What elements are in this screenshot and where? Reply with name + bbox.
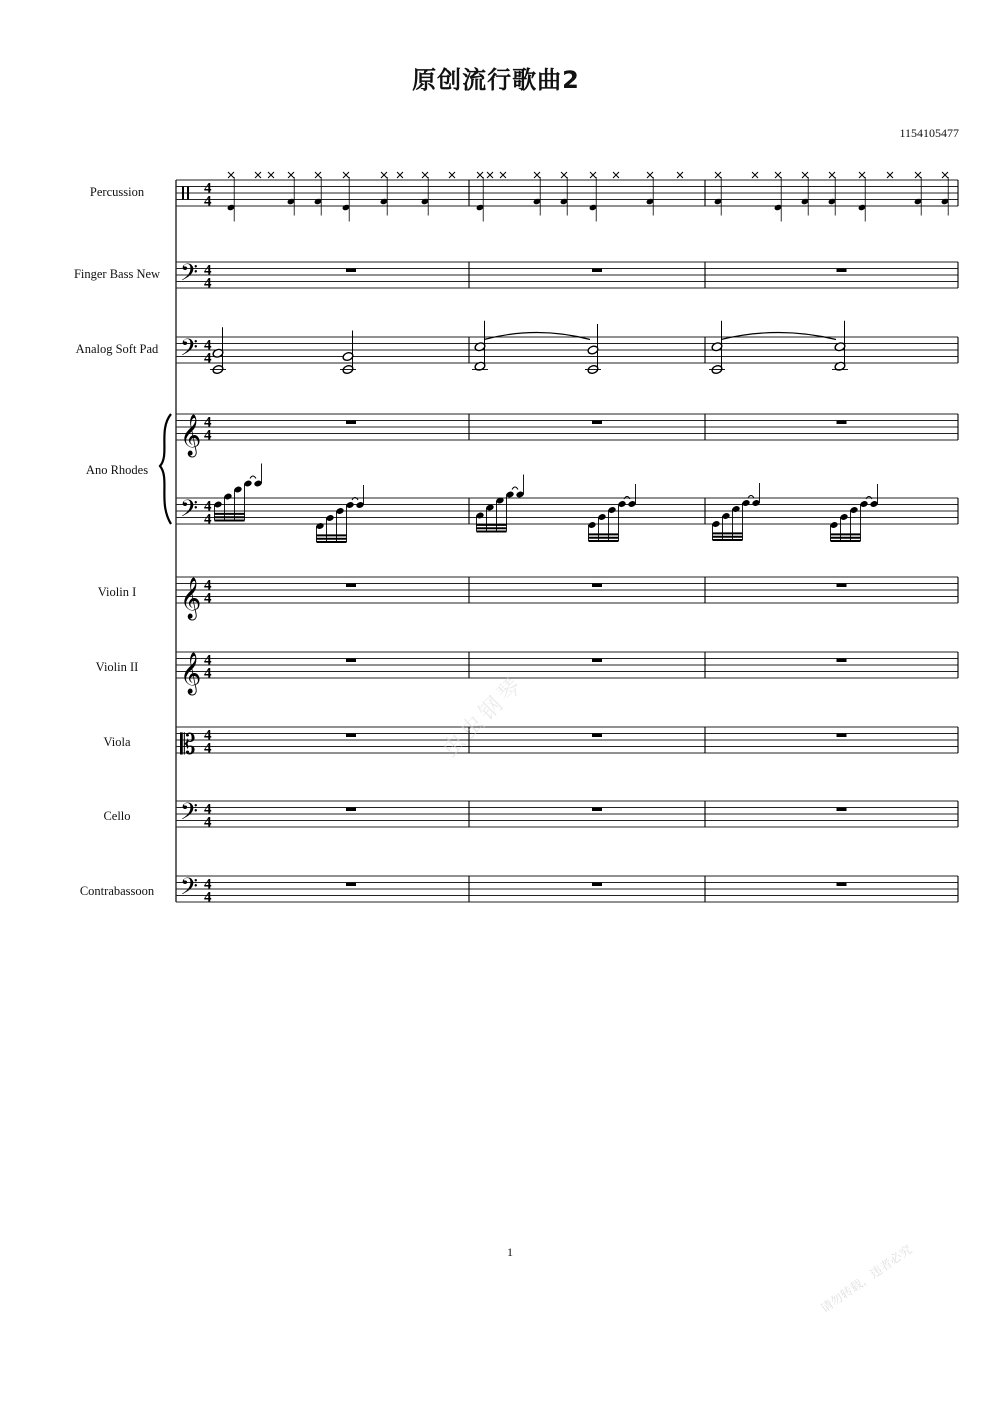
label-analog-pad: Analog Soft Pad bbox=[75, 342, 159, 356]
time-signature-bottom: 4 bbox=[204, 427, 212, 444]
percussion-x-notehead bbox=[613, 172, 619, 178]
time-signature-top: 4 bbox=[204, 652, 212, 669]
whole-rest bbox=[592, 883, 602, 887]
time-signature-top: 4 bbox=[204, 337, 212, 354]
percussion-x-notehead bbox=[500, 172, 506, 178]
composer-id: 1154105477 bbox=[899, 126, 959, 140]
time-signature-top: 4 bbox=[204, 180, 212, 197]
tie bbox=[512, 487, 518, 490]
whole-rest bbox=[592, 808, 602, 812]
percussion-clef bbox=[187, 187, 189, 200]
percussion-x-notehead bbox=[829, 172, 835, 178]
whole-rest bbox=[346, 269, 356, 273]
treble-clef: 𝄞 bbox=[180, 578, 202, 619]
percussion-x-notehead bbox=[752, 172, 758, 178]
bass-clef: 𝄢 bbox=[180, 872, 199, 906]
whole-rest bbox=[837, 421, 847, 425]
time-signature-bottom: 4 bbox=[204, 193, 212, 210]
bass-clef: 𝄢 bbox=[180, 258, 199, 292]
percussion-x-notehead bbox=[802, 172, 808, 178]
treble-clef: 𝄞 bbox=[180, 653, 202, 694]
treble-clef: 𝄞 bbox=[180, 415, 202, 456]
whole-rest bbox=[837, 734, 847, 738]
time-signature-bottom: 4 bbox=[204, 889, 212, 906]
bass-clef: 𝄢 bbox=[180, 797, 199, 831]
bass-clef: 𝄢 bbox=[180, 333, 199, 367]
percussion-x-notehead bbox=[561, 172, 567, 178]
whole-rest bbox=[346, 883, 356, 887]
time-signature-bottom: 4 bbox=[204, 740, 212, 757]
grand-staff-brace bbox=[160, 414, 171, 524]
percussion-x-notehead bbox=[859, 172, 865, 178]
time-signature-bottom: 4 bbox=[204, 665, 212, 682]
time-signature-bottom: 4 bbox=[204, 814, 212, 831]
whole-rest bbox=[346, 421, 356, 425]
percussion-x-notehead bbox=[343, 172, 349, 178]
time-signature-bottom: 4 bbox=[204, 590, 212, 607]
time-signature-top: 4 bbox=[204, 577, 212, 594]
label-percussion: Percussion bbox=[89, 185, 145, 199]
percussion-x-notehead bbox=[449, 172, 455, 178]
score-title: 原创流行歌曲2 bbox=[412, 66, 580, 94]
percussion-x-notehead bbox=[397, 172, 403, 178]
percussion-x-notehead bbox=[677, 172, 683, 178]
percussion-x-notehead bbox=[915, 172, 921, 178]
whole-rest bbox=[592, 584, 602, 588]
page-number: 1 bbox=[507, 1245, 513, 1259]
time-signature-top: 4 bbox=[204, 876, 212, 893]
percussion-x-notehead bbox=[255, 172, 261, 178]
whole-rest bbox=[346, 659, 356, 663]
label-violin-2: Violin II bbox=[95, 660, 139, 674]
tie bbox=[250, 476, 256, 479]
whole-rest bbox=[592, 734, 602, 738]
percussion-x-notehead bbox=[315, 172, 321, 178]
percussion-x-notehead bbox=[422, 172, 428, 178]
percussion-x-notehead bbox=[775, 172, 781, 178]
percussion-x-notehead bbox=[268, 172, 274, 178]
whole-rest bbox=[837, 269, 847, 273]
time-signature-bottom: 4 bbox=[204, 350, 212, 367]
time-signature-top: 4 bbox=[204, 498, 212, 515]
percussion-x-notehead bbox=[590, 172, 596, 178]
alto-clef: 𝄡 bbox=[180, 728, 196, 761]
time-signature-top: 4 bbox=[204, 727, 212, 744]
time-signature-top: 4 bbox=[204, 262, 212, 279]
watermark-center: 虫虫钢琴 bbox=[437, 671, 530, 763]
percussion-x-notehead bbox=[381, 172, 387, 178]
whole-rest bbox=[837, 584, 847, 588]
label-viola: Viola bbox=[103, 735, 131, 749]
percussion-x-notehead bbox=[942, 172, 948, 178]
time-signature-bottom: 4 bbox=[204, 275, 212, 292]
percussion-x-notehead bbox=[228, 172, 234, 178]
time-signature-bottom: 4 bbox=[204, 511, 212, 528]
whole-rest bbox=[837, 659, 847, 663]
percussion-x-notehead bbox=[715, 172, 721, 178]
whole-rest bbox=[346, 734, 356, 738]
percussion-x-notehead bbox=[477, 172, 483, 178]
percussion-clef bbox=[182, 187, 184, 200]
percussion-x-notehead bbox=[647, 172, 653, 178]
tie bbox=[721, 333, 836, 340]
label-violin-1: Violin I bbox=[97, 585, 137, 599]
whole-rest bbox=[592, 269, 602, 273]
whole-rest bbox=[346, 808, 356, 812]
whole-rest bbox=[346, 584, 356, 588]
whole-rest bbox=[837, 883, 847, 887]
percussion-x-notehead bbox=[487, 172, 493, 178]
tie bbox=[484, 333, 590, 340]
label-contrabassoon: Contrabassoon bbox=[79, 884, 155, 898]
whole-rest bbox=[592, 659, 602, 663]
percussion-x-notehead bbox=[288, 172, 294, 178]
label-cello: Cello bbox=[103, 809, 131, 823]
label-finger-bass: Finger Bass New bbox=[73, 267, 161, 281]
percussion-x-notehead bbox=[887, 172, 893, 178]
whole-rest bbox=[592, 421, 602, 425]
label-ano-rhodes: Ano Rhodes bbox=[85, 463, 149, 477]
time-signature-top: 4 bbox=[204, 801, 212, 818]
percussion-x-notehead bbox=[534, 172, 540, 178]
watermark-corner: 请勿转载，违者必究 bbox=[818, 1242, 915, 1316]
time-signature-top: 4 bbox=[204, 414, 212, 431]
whole-rest bbox=[837, 808, 847, 812]
bass-clef: 𝄢 bbox=[180, 494, 199, 528]
